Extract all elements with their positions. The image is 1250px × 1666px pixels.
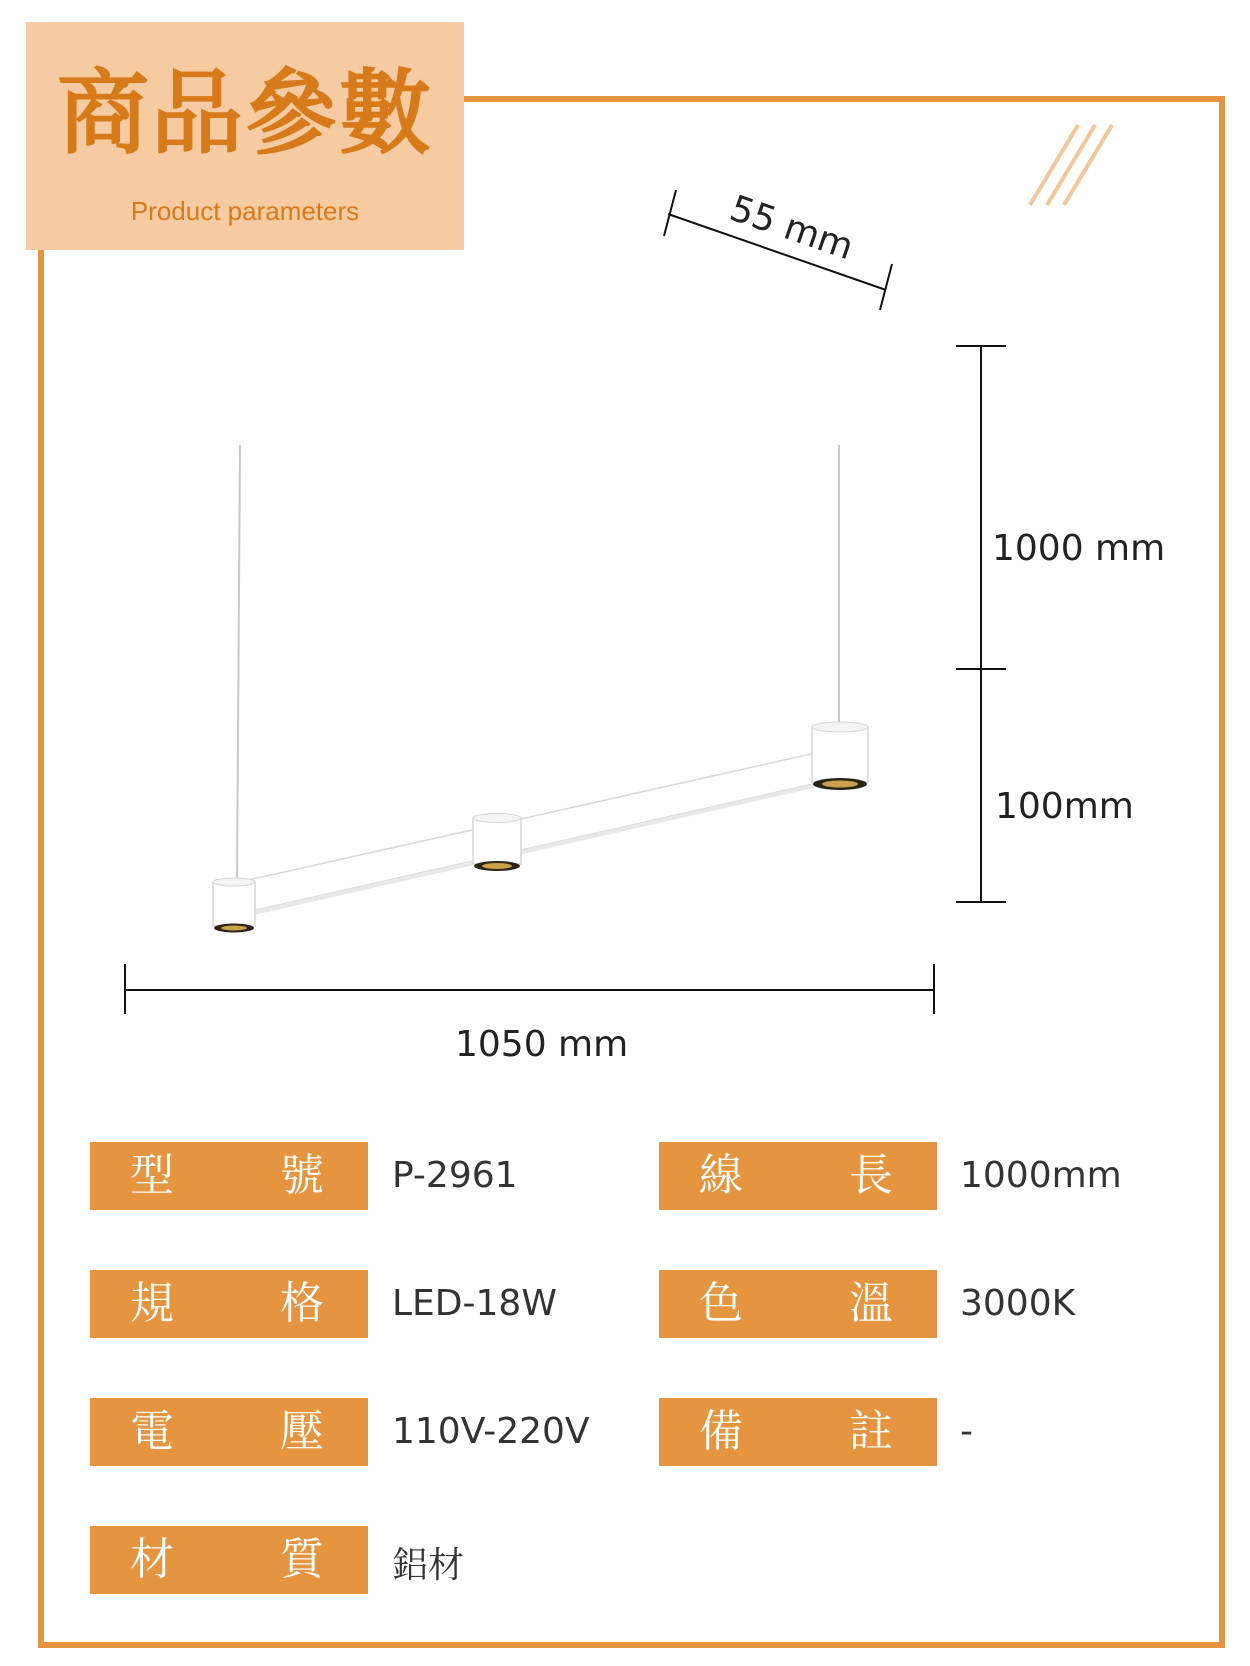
fixture-height-label: 100mm [995,786,1134,827]
spec-label-color-temp: 色 溫 [659,1270,937,1338]
spec-value-cable-length: 1000mm [960,1155,1122,1196]
spec-label-specification: 規 格 [90,1270,368,1338]
light-fixture [213,722,868,933]
spec-label-cable-length: 線 長 [659,1142,937,1210]
cable-length-label: 1000 mm [992,528,1166,569]
page-subtitle: Product parameters [130,196,360,226]
spec-label-material: 材 質 [90,1526,368,1594]
spec-value-voltage: 110V-220V [392,1411,590,1452]
decorative-stripes [1030,125,1112,205]
spec-label-model: 型 號 [90,1142,368,1210]
spec-label-voltage: 電 壓 [90,1398,368,1466]
length-dimension-line [125,964,934,1014]
spotlight-middle [473,814,521,872]
spotlight-right [812,722,868,790]
spec-value-remarks: - [960,1411,973,1452]
spec-label-remarks: 備 註 [659,1398,937,1466]
depth-dimension-label: 55 mm [724,188,859,269]
spec-value-specification: LED-18W [392,1283,557,1324]
spec-value-material: 鋁材 [392,1545,465,1586]
fixture-length-label: 1050 mm [455,1024,629,1065]
page-title: 商品參數 [56,60,433,167]
spec-value-model: P-2961 [392,1155,518,1196]
spotlight-left [213,878,255,933]
spec-value-color-temp: 3000K [960,1283,1076,1324]
